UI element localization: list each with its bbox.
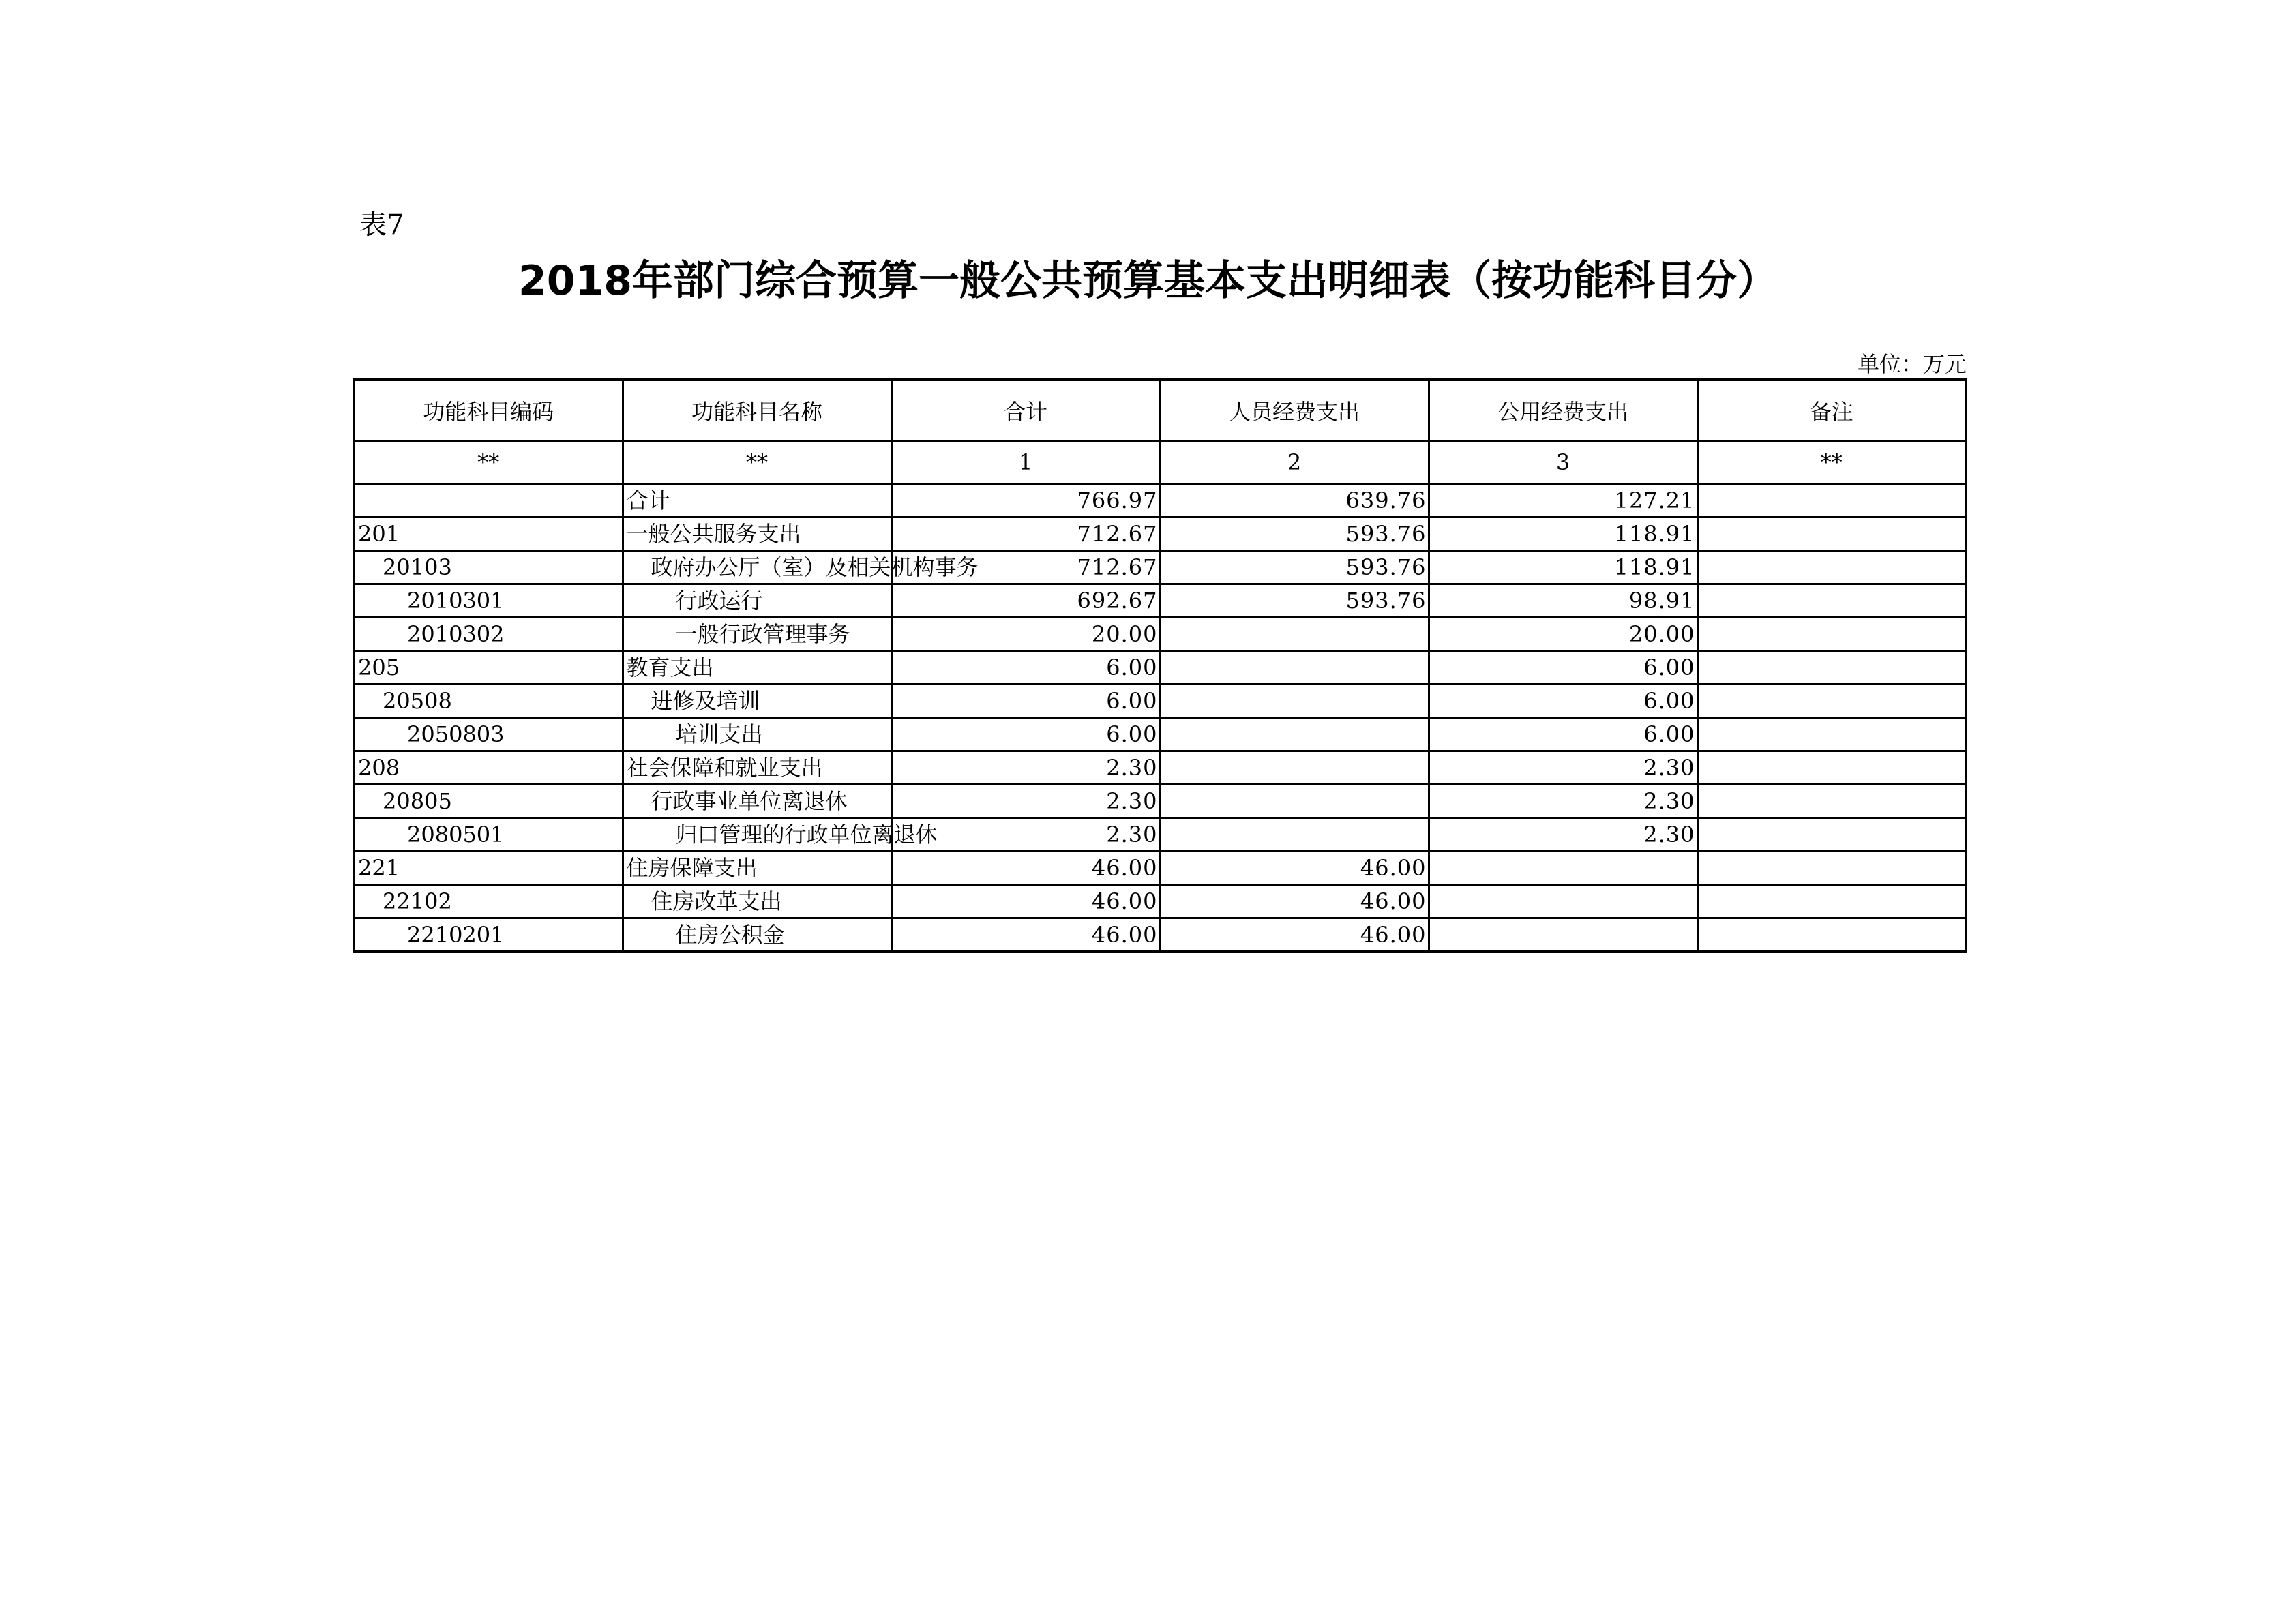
public-cell	[1429, 918, 1697, 952]
table-row	[354, 718, 1966, 751]
index-cell: 2	[1160, 441, 1429, 484]
public-cell: 118.91	[1429, 517, 1697, 551]
header-function-code: 功能科目编码	[354, 380, 623, 441]
code-cell: 2010301	[354, 584, 623, 618]
header-public-expense: 公用经费支出	[1429, 380, 1697, 441]
personnel-cell	[1160, 618, 1429, 651]
personnel-cell	[1160, 685, 1429, 718]
header-personnel-expense: 人员经费支出	[1160, 380, 1429, 441]
personnel-cell: 639.76	[1160, 484, 1429, 517]
total-cell: 6.00	[891, 651, 1160, 685]
personnel-cell	[1160, 785, 1429, 818]
total-cell: 2.30	[891, 785, 1160, 818]
remarks-cell	[1697, 852, 1966, 885]
personnel-cell: 593.76	[1160, 517, 1429, 551]
public-cell: 2.30	[1429, 818, 1697, 852]
table-row	[354, 852, 1966, 885]
public-cell: 127.21	[1429, 484, 1697, 517]
header-function-name: 功能科目名称	[623, 380, 891, 441]
remarks-cell	[1697, 584, 1966, 618]
name-cell: 政府办公厅（室）及相关机构事务	[623, 551, 891, 584]
public-cell: 118.91	[1429, 551, 1697, 584]
personnel-cell	[1160, 718, 1429, 751]
header-remarks: 备注	[1697, 380, 1966, 441]
table-row	[354, 651, 1966, 685]
code-cell: 221	[354, 852, 623, 885]
table-row	[354, 918, 1966, 952]
public-cell	[1429, 852, 1697, 885]
remarks-cell	[1697, 551, 1966, 584]
name-cell: 住房改革支出	[623, 885, 891, 918]
total-cell: 46.00	[891, 852, 1160, 885]
index-cell: **	[354, 441, 623, 484]
table-row	[354, 551, 1966, 584]
total-cell: 20.00	[891, 618, 1160, 651]
personnel-cell: 46.00	[1160, 852, 1429, 885]
personnel-cell: 593.76	[1160, 584, 1429, 618]
personnel-cell: 46.00	[1160, 885, 1429, 918]
total-cell: 6.00	[891, 685, 1160, 718]
code-cell: 205	[354, 651, 623, 685]
total-cell: 2.30	[891, 818, 1160, 852]
code-cell: 20805	[354, 785, 623, 818]
public-cell: 2.30	[1429, 785, 1697, 818]
index-cell: 3	[1429, 441, 1697, 484]
table-row	[354, 751, 1966, 785]
public-cell: 2.30	[1429, 751, 1697, 785]
name-cell: 社会保障和就业支出	[623, 751, 891, 785]
name-cell: 一般行政管理事务	[623, 618, 891, 651]
public-cell: 6.00	[1429, 718, 1697, 751]
header-total: 合计	[891, 380, 1160, 441]
total-cell: 6.00	[891, 718, 1160, 751]
table-row	[354, 785, 1966, 818]
name-cell: 行政运行	[623, 584, 891, 618]
total-cell: 766.97	[891, 484, 1160, 517]
document-title: 2018年部门综合预算一般公共预算基本支出明细表（按功能科目分）	[518, 257, 1778, 305]
total-cell: 712.67	[891, 551, 1160, 584]
remarks-cell	[1697, 885, 1966, 918]
index-row	[354, 441, 1966, 484]
total-cell: 46.00	[891, 885, 1160, 918]
budget-table	[353, 378, 1967, 953]
table-number-label: 表7	[359, 209, 404, 241]
table-row	[354, 517, 1966, 551]
total-cell: 46.00	[891, 918, 1160, 952]
name-cell: 合计	[623, 484, 891, 517]
table-row	[354, 818, 1966, 852]
table-row	[354, 618, 1966, 651]
public-cell: 6.00	[1429, 651, 1697, 685]
name-cell: 住房保障支出	[623, 852, 891, 885]
name-cell: 行政事业单位离退休	[623, 785, 891, 818]
public-cell: 6.00	[1429, 685, 1697, 718]
remarks-cell	[1697, 751, 1966, 785]
code-cell: 20103	[354, 551, 623, 584]
name-cell: 培训支出	[623, 718, 891, 751]
public-cell: 98.91	[1429, 584, 1697, 618]
public-cell	[1429, 885, 1697, 918]
personnel-cell	[1160, 751, 1429, 785]
unit-label: 单位：万元	[1857, 351, 1967, 377]
code-cell: 22102	[354, 885, 623, 918]
remarks-cell	[1697, 785, 1966, 818]
code-cell: 201	[354, 517, 623, 551]
remarks-cell	[1697, 517, 1966, 551]
code-cell: 2080501	[354, 818, 623, 852]
name-cell: 进修及培训	[623, 685, 891, 718]
name-cell: 一般公共服务支出	[623, 517, 891, 551]
personnel-cell: 593.76	[1160, 551, 1429, 584]
total-cell: 692.67	[891, 584, 1160, 618]
remarks-cell	[1697, 484, 1966, 517]
remarks-cell	[1697, 651, 1966, 685]
total-cell: 2.30	[891, 751, 1160, 785]
name-cell: 教育支出	[623, 651, 891, 685]
remarks-cell	[1697, 818, 1966, 852]
header-row	[354, 380, 1966, 441]
table-body	[354, 484, 1966, 952]
code-cell: 2210201	[354, 918, 623, 952]
table-row	[354, 484, 1966, 517]
table-row	[354, 885, 1966, 918]
personnel-cell	[1160, 651, 1429, 685]
table-row	[354, 584, 1966, 618]
index-cell: 1	[891, 441, 1160, 484]
remarks-cell	[1697, 685, 1966, 718]
name-cell: 住房公积金	[623, 918, 891, 952]
personnel-cell	[1160, 818, 1429, 852]
code-cell: 2010302	[354, 618, 623, 651]
index-cell: **	[1697, 441, 1966, 484]
total-cell: 712.67	[891, 517, 1160, 551]
code-cell: 208	[354, 751, 623, 785]
remarks-cell	[1697, 718, 1966, 751]
personnel-cell: 46.00	[1160, 918, 1429, 952]
remarks-cell	[1697, 918, 1966, 952]
name-cell: 归口管理的行政单位离退休	[623, 818, 891, 852]
table-row	[354, 685, 1966, 718]
code-cell	[354, 484, 623, 517]
index-cell: **	[623, 441, 891, 484]
code-cell: 20508	[354, 685, 623, 718]
remarks-cell	[1697, 618, 1966, 651]
public-cell: 20.00	[1429, 618, 1697, 651]
code-cell: 2050803	[354, 718, 623, 751]
